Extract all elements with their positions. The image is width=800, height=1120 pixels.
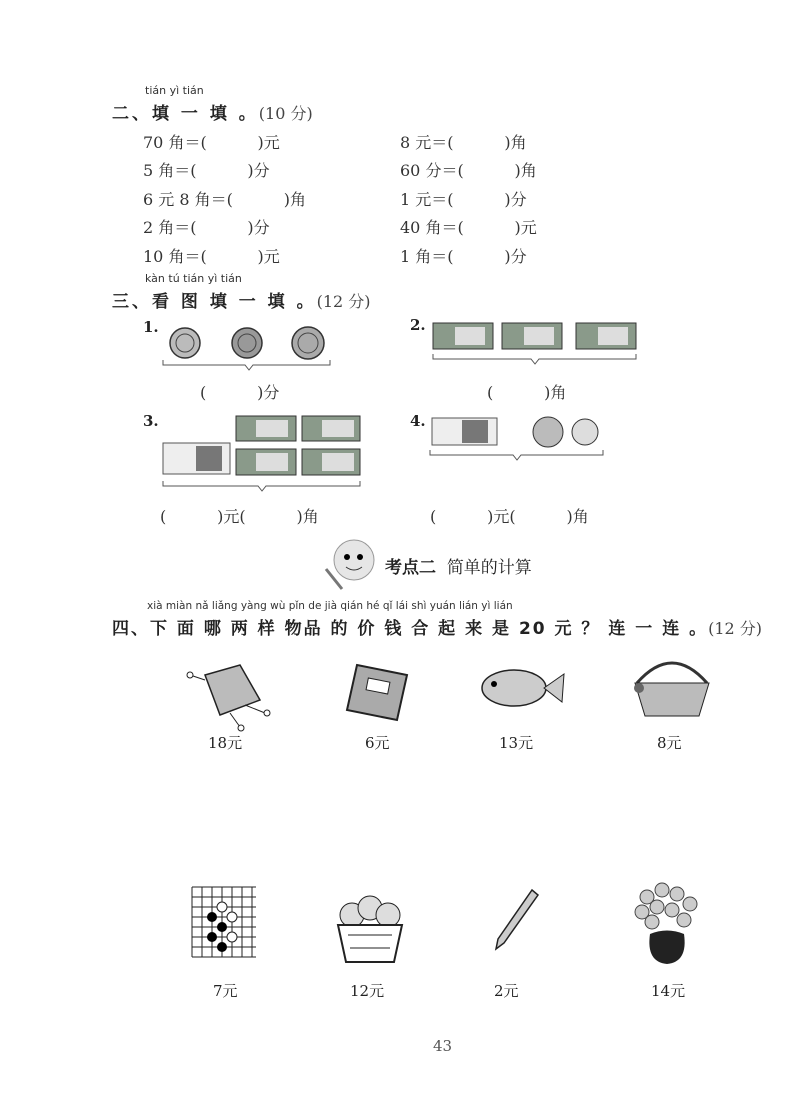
- q3-q4-money-icon: [0, 0, 800, 520]
- q2-number: 2.: [410, 316, 426, 334]
- fill-item[interactable]: 1 元＝( )分: [400, 190, 527, 209]
- banner-label: 考点二: [385, 558, 436, 578]
- book-icon[interactable]: [342, 660, 412, 725]
- smiley-mascot-icon: [322, 535, 382, 595]
- q4-answer[interactable]: ( )元( )角: [430, 507, 589, 526]
- page-number: 43: [433, 1037, 453, 1055]
- section4-heading: [112, 614, 762, 639]
- fruit-basket-icon[interactable]: [330, 880, 410, 965]
- section4-pinyin: xià miàn nǎ liǎng yàng wù pǐn de jià qián hé qǐ lái shì yuán lián yì lián: [147, 600, 513, 612]
- price-label: 8元: [657, 734, 682, 752]
- section4-title: 四、下 面 哪 两 样 物品 的 价 钱 合 起 来 是 20 元 ？ 连 一 连 。: [112, 619, 709, 639]
- price-label: 12元: [350, 982, 385, 1000]
- fill-item[interactable]: 1 角＝( )分: [400, 247, 527, 266]
- hat-icon[interactable]: [185, 655, 275, 725]
- price-label: 13元: [499, 734, 534, 752]
- section2-pinyin: tián yì tián: [145, 84, 204, 97]
- q3-number: 3.: [143, 412, 159, 430]
- fill-item[interactable]: 2 角＝( )分: [143, 218, 270, 237]
- price-label: 14元: [651, 982, 686, 1000]
- fish-icon[interactable]: [476, 660, 566, 720]
- section2-points: (10 分): [258, 104, 313, 123]
- price-label: 6元: [365, 734, 390, 752]
- section3-title: 三、看 图 填 一 填 。: [112, 292, 317, 312]
- go-board-icon[interactable]: [190, 885, 260, 965]
- fill-item[interactable]: 6 元 8 角＝( )角: [143, 190, 306, 209]
- section3-pinyin: kàn tú tián yì tián: [145, 272, 242, 285]
- section3-points: (12 分): [316, 292, 371, 311]
- fill-item[interactable]: 70 角＝( )元: [143, 133, 280, 152]
- fill-item[interactable]: 5 角＝( )分: [143, 161, 270, 180]
- fill-item[interactable]: 8 元＝( )角: [400, 133, 527, 152]
- fill-item[interactable]: 60 分＝( )角: [400, 161, 537, 180]
- q1-answer[interactable]: ( )分: [200, 383, 280, 402]
- fill-item[interactable]: 10 角＝( )元: [143, 247, 280, 266]
- banner: [385, 553, 532, 578]
- fill-item[interactable]: 40 角＝( )元: [400, 218, 537, 237]
- q2-answer[interactable]: ( )角: [487, 383, 567, 402]
- price-label: 2元: [494, 982, 519, 1000]
- price-label: 7元: [213, 982, 238, 1000]
- price-label: 18元: [208, 734, 243, 752]
- banner-title: 简单的计算: [446, 558, 532, 578]
- q3-answer[interactable]: ( )元( )角: [160, 507, 319, 526]
- pencil-icon[interactable]: [492, 885, 542, 955]
- section4-points: (12 分): [708, 619, 763, 638]
- flower-pot-icon[interactable]: [632, 882, 702, 967]
- q4-number: 4.: [410, 412, 426, 430]
- section2-title: 二、填 一 填 。: [112, 104, 259, 124]
- q1-number: 1.: [143, 318, 159, 336]
- basket-icon[interactable]: [627, 658, 717, 723]
